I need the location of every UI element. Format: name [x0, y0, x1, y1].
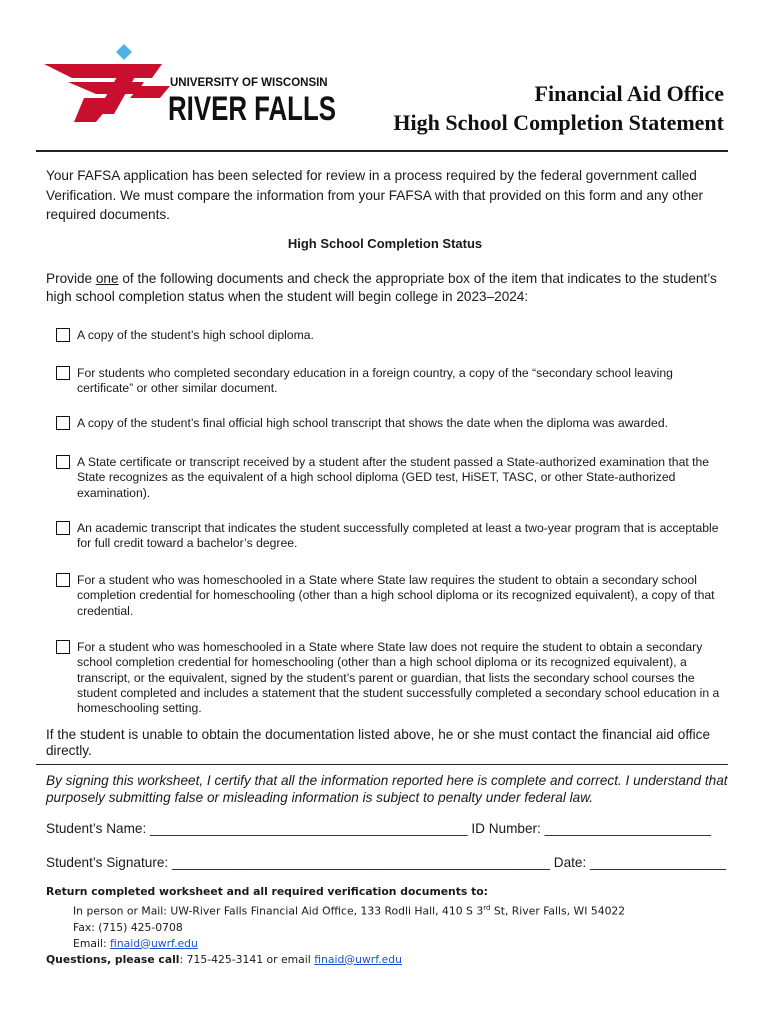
option-text: A State certificate or transcript received by a student after the student passed a State-authorized examination that the State recognizes as the equivalent of a high school diploma (GED test, HiSET, TASC, or other State-authorized examination). [77, 455, 710, 500]
signature-field[interactable]: __________________________________________________ [171, 855, 550, 870]
signature-label: Student’s Signature: [46, 855, 172, 870]
logo-line1: UNIVERSITY OF WISCONSIN [170, 77, 328, 89]
id-number-field[interactable]: ______________________ [544, 821, 711, 836]
header-divider [36, 150, 728, 152]
return-info [46, 884, 736, 968]
unable-note: If the student is unable to obtain the documentation listed above, he or she must contact the financial aid office directly. [46, 727, 711, 758]
intro-paragraph: Your FAFSA application has been selected for review in a process required by the federal government called Verification. We must compare the information from your FAFSA with that provided on this form and any other required documents. [46, 168, 704, 222]
mail-prefix: In person or Mail: UW-River Falls Financial Aid Office, 133 Rodli Hall, 410 S 3 [73, 904, 484, 918]
provide-after: of the following documents and check the appropriate box of the item that indicates to the student’s high school completion status when the student will begin college in 2023–2024: [46, 271, 717, 304]
email-link[interactable]: finaid@uwrf.edu [110, 936, 198, 950]
date-label: Date: [549, 855, 591, 870]
email-line [46, 936, 736, 952]
form-title: High School Completion Statement [393, 110, 724, 135]
option-checkbox[interactable] [56, 573, 70, 587]
falcon-logo-icon [44, 44, 344, 126]
signature-divider [36, 764, 728, 765]
option-text: A copy of the student’s high school diploma. [77, 328, 314, 342]
name-id-row [46, 821, 736, 836]
logo-line2: RIVER FALLS [168, 90, 336, 128]
student-name-field[interactable]: __________________________________________ [150, 821, 468, 836]
office-title: Financial Aid Office [534, 81, 724, 106]
option-checkbox[interactable] [56, 328, 70, 342]
questions-email-link[interactable]: finaid@uwrf.edu [314, 952, 402, 966]
option-checkbox[interactable] [56, 455, 70, 469]
questions-line [46, 952, 736, 968]
option-text: For a student who was homeschooled in a State where State law requires the student to obtain a secondary school completion credential for homeschooling (other than a high school diploma or its recognized equivalent), a copy of that credential. [77, 573, 715, 618]
option-checkbox[interactable] [56, 366, 70, 380]
option-text: For students who completed secondary education in a foreign country, a copy of the “secondary school leaving certificate” or other similar document. [77, 366, 673, 396]
id-number-label: ID Number: [467, 821, 545, 836]
option-text: For a student who was homeschooled in a State where State law does not require the student to obtain a secondary school completion credential for homeschooling (other than a high school diploma or its recognized equivalent), a transcript, or the equivalent, signed by the student’s parent or guardian, that lists the secondary school courses the student completed and includes a statement that the student successfully completed a secondary school education in a homeschooling setting. [77, 640, 720, 716]
return-title: Return completed worksheet and all required verification documents to: [46, 885, 488, 898]
date-field[interactable]: __________________ [590, 855, 727, 870]
title-block [393, 80, 724, 138]
mail-address [46, 900, 736, 920]
option-checkbox[interactable] [56, 521, 70, 535]
email-label: Email: [73, 936, 111, 950]
option-checkbox[interactable] [56, 416, 70, 430]
certification-statement: By signing this worksheet, I certify that all the information reported here is complete and correct. I understand that purposely submitting false or misleading information is subject to penalty under federal law. [46, 773, 728, 805]
student-name-label: Student’s Name: [46, 821, 151, 836]
fax-number: Fax: (715) 425-0708 [73, 920, 183, 934]
option-text: A copy of the student’s final official high school transcript that shows the date when the diploma was awarded. [77, 416, 668, 430]
option-checkbox[interactable] [56, 640, 70, 654]
option-text: An academic transcript that indicates the student successfully completed at least a two-year program that is acceptable for full credit toward a bachelor’s degree. [77, 521, 719, 551]
uwrf-logo [44, 44, 344, 126]
mail-suffix: St, River Falls, WI 54022 [490, 904, 626, 918]
section-heading: High School Completion Status [287, 236, 483, 251]
provide-before: Provide [46, 271, 96, 286]
signature-date-row [46, 855, 736, 870]
provide-emphasis: one [95, 271, 119, 286]
mail-superscript: rd [483, 904, 491, 912]
questions-text: : 715-425-3141 or email [179, 952, 315, 966]
instructions-paragraph [46, 270, 736, 306]
questions-label: Questions, please call [46, 952, 180, 966]
